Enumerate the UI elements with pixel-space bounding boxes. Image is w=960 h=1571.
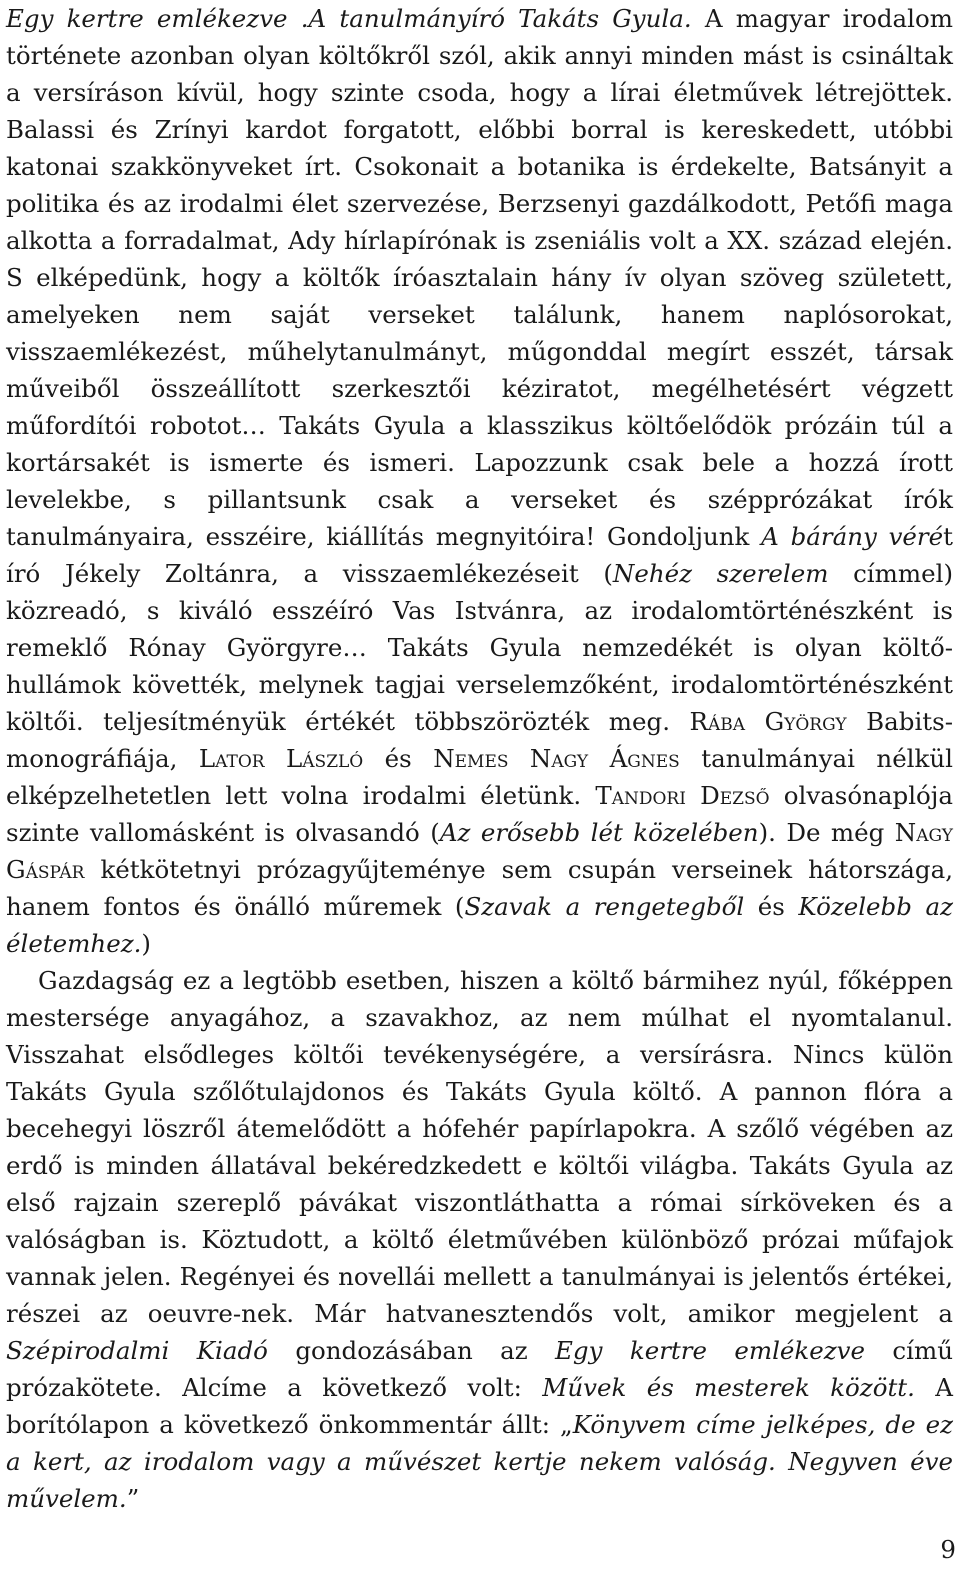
text-segment: ” bbox=[126, 1484, 140, 1513]
italic-text-segment: Szavak a rengetegből bbox=[464, 892, 745, 921]
italic-text-segment: Könyvem címe jelképes, de ez a kert, az irodalom vagy a művészet kertje nekem valóság. Negyven éve művelem. bbox=[6, 1410, 953, 1513]
text-segment: ) bbox=[141, 929, 151, 958]
text-segment: olvasónaplója szinte vallomásként is olvasandó ( bbox=[6, 781, 953, 847]
italic-text-segment: Egy kertre emlékezve bbox=[555, 1336, 866, 1365]
page-number: 9 bbox=[940, 1535, 956, 1564]
text-segment: címmel) közreadó, s kiváló esszéíró Vas Istvánra, az irodalomtörténészként is remeklő Rónay Györgyre… Takáts Gyula nemzedékét is olyan költő-hullámok követték, melynek tagjai verselemzőként, irodalomtörténészként költői. teljesítményük értékét többszörözték meg. bbox=[6, 559, 953, 736]
text-segment: gondozásában az bbox=[267, 1336, 556, 1365]
text-segment: és bbox=[744, 892, 799, 921]
name-smallcaps-segment: Nagy Gáspár bbox=[6, 818, 953, 884]
italic-text-segment: Nehéz szerelem bbox=[612, 559, 829, 588]
italic-text-segment: Művek és mesterek között. bbox=[542, 1373, 915, 1402]
paragraph-1 bbox=[6, 0, 953, 962]
italic-text-segment: Egy kertre emlékezve .A tanulmányíró Takáts Gyula. bbox=[6, 4, 692, 33]
name-smallcaps-segment: Tandori Dezső bbox=[595, 781, 770, 810]
text-segment: ). De még bbox=[758, 818, 895, 847]
name-smallcaps-segment: Nemes Nagy Ágnes bbox=[433, 744, 680, 773]
text-segment: A borítólapon a következő önkommentár állt: „ bbox=[6, 1373, 953, 1439]
italic-text-segment: Az erősebb lét közelében bbox=[439, 818, 759, 847]
name-smallcaps-segment: Rába György bbox=[689, 707, 847, 736]
text-segment: t író Jékely Zoltánra, a visszaemlékezéseit ( bbox=[6, 522, 953, 588]
text-segment: Gazdagság ez a legtöbb esetben, hiszen a költő bármihez nyúl, főképpen mestersége anyagához, a szavakhoz, az nem múlhat el nyomtalanul. Visszahat elsődleges költői tevékenységére, a versírásra. Nincs külön Takáts Gyula szőlőtulajdonos és Takáts Gyula költő. A pannon flóra a becehegyi löszről átemelődött a hófehér papírlapokra. A szőlő végében az erdő is minden állatával bekéredzkedett e költői világba. Takáts Gyula az első rajzain szereplő pávákat viszontláthatta a római sírköveken és a valóságban is. Köztudott, a költő életművében különböző prózai műfajok vannak jelen. Regényei és novellái mellett a tanulmányai is jelentős értékei, részei az oeuvre-nek. Már hatvanesztendős volt, amikor megjelent a bbox=[6, 966, 953, 1328]
italic-text-segment: A bárány véré bbox=[761, 522, 944, 551]
paragraph-2 bbox=[6, 962, 953, 1517]
document-page bbox=[6, 0, 953, 1517]
text-segment: A magyar irodalom története azonban olyan költőkről szól, akik annyi minden mást is csináltak a versíráson kívül, hogy szinte csoda, hogy a lírai életművek létrejöttek. Balassi és Zrínyi kardot forgatott, előbbi borral is kereskedett, utóbbi katonai szakkönyveket írt. Csokonait a botanika is érdekelte, Batsányit a politika és az irodalmi élet szervezése, Berzsenyi gazdálkodott, Petőfi maga alkotta a forradalmat, Ady hírlapírónak is zseniális volt a XX. század elején. S elképedünk, hogy a költők íróasztalain hány ív olyan szöveg született, amelyeken nem saját verseket találunk, hanem naplósorokat, visszaemlékezést, műhelytanulmányt, műgonddal megírt esszét, társak műveiből összeállított szerkesztői kéziratot, megélhetésért végzett műfordítói robotot… Takáts Gyula a klasszikus költőelődök prózáin túl a kortársakét is ismerte és ismeri. Lapozzunk csak bele a hozzá írott levelekbe, s pillantsunk csak a verseket és szépprózákat írók tanulmányaira, esszéire, kiállítás megnyitóira! Gondoljunk bbox=[6, 4, 953, 551]
text-segment: című prózakötete. Alcíme a következő volt: bbox=[6, 1336, 953, 1402]
italic-text-segment: Közelebb az életemhez. bbox=[6, 892, 953, 958]
name-smallcaps-segment: Lator László bbox=[198, 744, 364, 773]
text-segment: kétkötetnyi prózagyűjteménye sem csupán verseinek hátországa, hanem fontos és önálló műremek ( bbox=[6, 855, 953, 921]
text-segment: Babits-monográfiája, bbox=[6, 707, 953, 773]
italic-text-segment: Szépirodalmi Kiadó bbox=[6, 1336, 268, 1365]
text-segment: és bbox=[363, 744, 434, 773]
text-segment: tanulmányai nélkül elképzelhetetlen lett volna irodalmi életünk. bbox=[6, 744, 953, 810]
